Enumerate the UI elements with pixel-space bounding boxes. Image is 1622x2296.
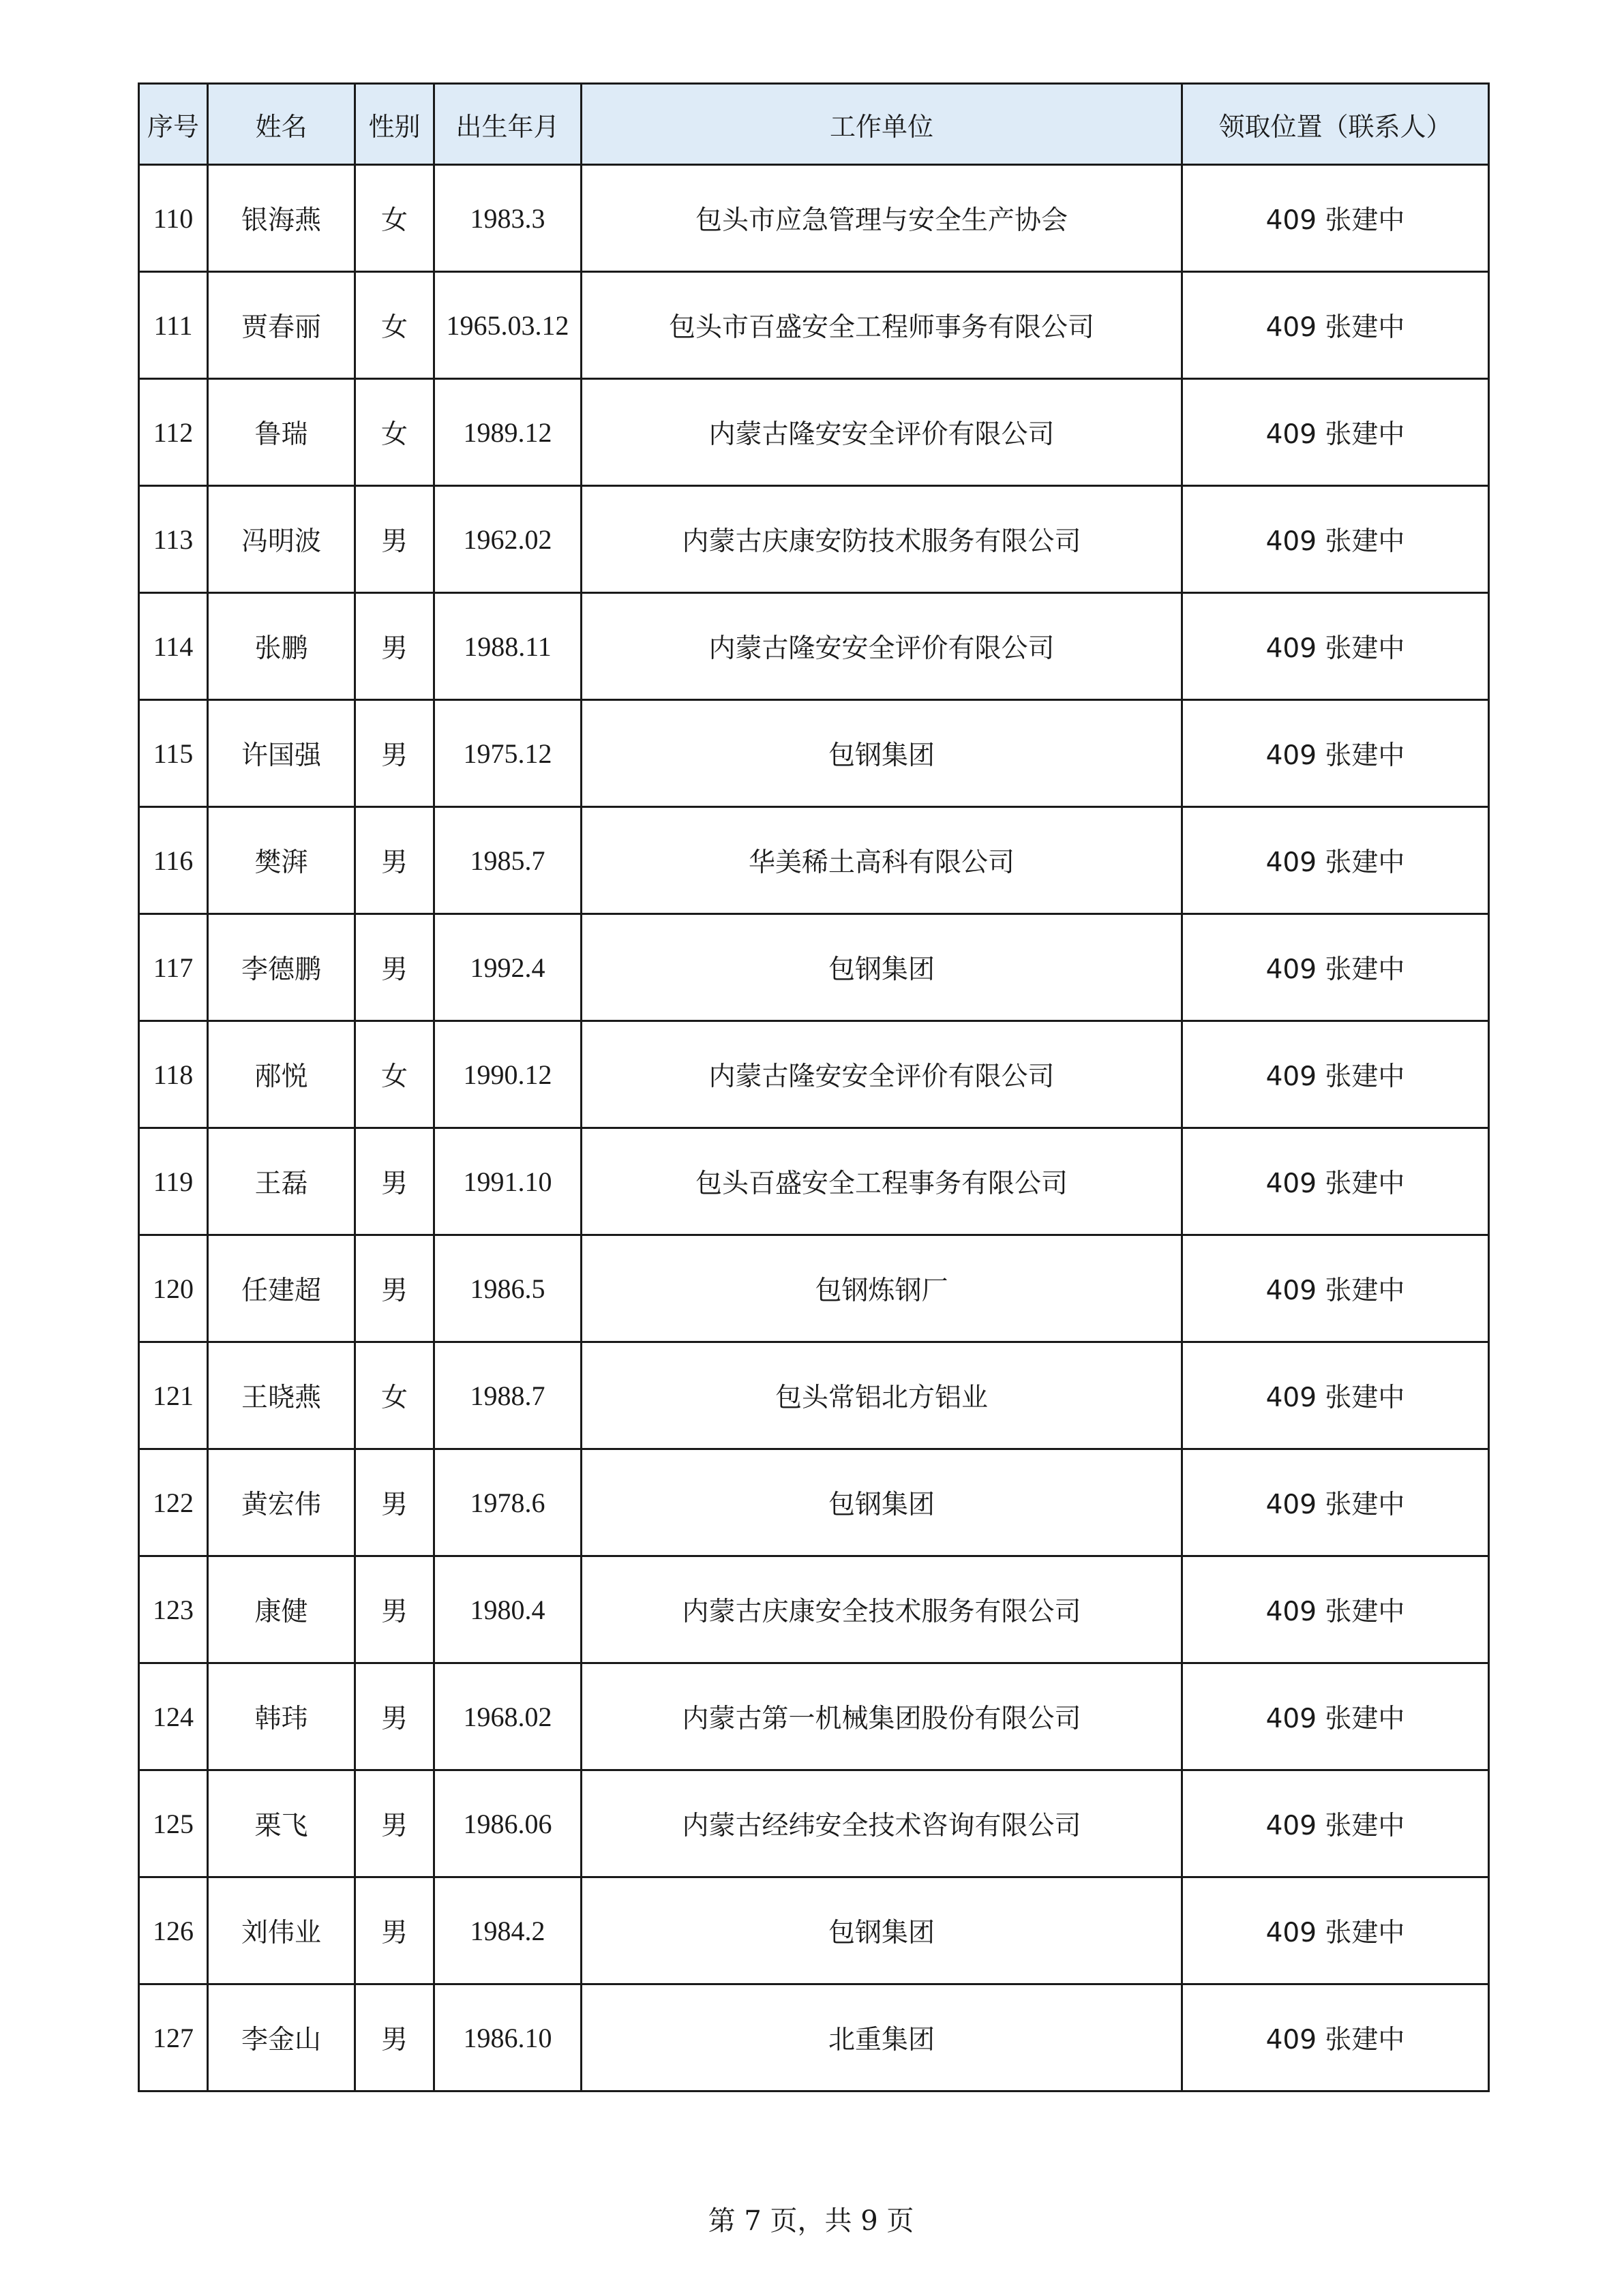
cell-birth: 1986.10 bbox=[434, 1984, 582, 2091]
cell-seq: 119 bbox=[139, 1128, 208, 1235]
cell-birth: 1990.12 bbox=[434, 1021, 582, 1128]
cell-seq: 125 bbox=[139, 1770, 208, 1877]
cell-birth: 1988.11 bbox=[434, 593, 582, 700]
cell-pickup: 409 张建中 bbox=[1182, 807, 1489, 914]
cell-pickup: 409 张建中 bbox=[1182, 1984, 1489, 2091]
table-row bbox=[139, 1128, 1489, 1235]
table-row bbox=[139, 914, 1489, 1021]
table-row bbox=[139, 1984, 1489, 2091]
cell-birth: 1978.6 bbox=[434, 1449, 582, 1556]
cell-pickup: 409 张建中 bbox=[1182, 272, 1489, 379]
cell-name: 韩玮 bbox=[208, 1663, 355, 1770]
cell-gender: 男 bbox=[355, 807, 434, 914]
cell-birth: 1992.4 bbox=[434, 914, 582, 1021]
cell-seq: 126 bbox=[139, 1877, 208, 1984]
header-row bbox=[139, 84, 1489, 165]
cell-seq: 111 bbox=[139, 272, 208, 379]
cell-seq: 127 bbox=[139, 1984, 208, 2091]
cell-unit: 包钢炼钢厂 bbox=[582, 1235, 1182, 1342]
cell-unit: 内蒙古隆安安全评价有限公司 bbox=[582, 593, 1182, 700]
cell-pickup: 409 张建中 bbox=[1182, 1770, 1489, 1877]
cell-seq: 114 bbox=[139, 593, 208, 700]
cell-seq: 123 bbox=[139, 1556, 208, 1663]
cell-name: 冯明波 bbox=[208, 486, 355, 593]
table-row bbox=[139, 1556, 1489, 1663]
cell-birth: 1991.10 bbox=[434, 1128, 582, 1235]
cell-name: 王磊 bbox=[208, 1128, 355, 1235]
table-row bbox=[139, 272, 1489, 379]
cell-name: 许国强 bbox=[208, 700, 355, 807]
cell-name: 李德鹏 bbox=[208, 914, 355, 1021]
table-row bbox=[139, 700, 1489, 807]
cell-gender: 男 bbox=[355, 1984, 434, 2091]
cell-seq: 110 bbox=[139, 165, 208, 272]
cell-gender: 男 bbox=[355, 1449, 434, 1556]
cell-gender: 男 bbox=[355, 486, 434, 593]
cell-gender: 男 bbox=[355, 1877, 434, 1984]
table-row bbox=[139, 379, 1489, 486]
cell-seq: 112 bbox=[139, 379, 208, 486]
table-row bbox=[139, 1663, 1489, 1770]
table-row bbox=[139, 1021, 1489, 1128]
cell-seq: 115 bbox=[139, 700, 208, 807]
cell-pickup: 409 张建中 bbox=[1182, 379, 1489, 486]
cell-unit: 包头市百盛安全工程师事务有限公司 bbox=[582, 272, 1182, 379]
cell-unit: 包头百盛安全工程事务有限公司 bbox=[582, 1128, 1182, 1235]
cell-name: 任建超 bbox=[208, 1235, 355, 1342]
cell-name: 张鹏 bbox=[208, 593, 355, 700]
cell-birth: 1985.7 bbox=[434, 807, 582, 914]
table-row bbox=[139, 1877, 1489, 1984]
cell-unit: 北重集团 bbox=[582, 1984, 1182, 2091]
table-row bbox=[139, 165, 1489, 272]
cell-name: 邴悦 bbox=[208, 1021, 355, 1128]
cell-pickup: 409 张建中 bbox=[1182, 700, 1489, 807]
cell-birth: 1989.12 bbox=[434, 379, 582, 486]
cell-unit: 包钢集团 bbox=[582, 914, 1182, 1021]
cell-name: 鲁瑞 bbox=[208, 379, 355, 486]
cell-unit: 包头常铝北方铝业 bbox=[582, 1342, 1182, 1449]
header-name: 姓名 bbox=[208, 84, 355, 165]
cell-name: 银海燕 bbox=[208, 165, 355, 272]
cell-seq: 117 bbox=[139, 914, 208, 1021]
cell-seq: 121 bbox=[139, 1342, 208, 1449]
header-seq: 序号 bbox=[139, 84, 208, 165]
cell-seq: 118 bbox=[139, 1021, 208, 1128]
cell-name: 樊湃 bbox=[208, 807, 355, 914]
cell-unit: 包钢集团 bbox=[582, 700, 1182, 807]
cell-birth: 1962.02 bbox=[434, 486, 582, 593]
cell-gender: 女 bbox=[355, 379, 434, 486]
cell-name: 贾春丽 bbox=[208, 272, 355, 379]
cell-birth: 1968.02 bbox=[434, 1663, 582, 1770]
cell-birth: 1980.4 bbox=[434, 1556, 582, 1663]
cell-pickup: 409 张建中 bbox=[1182, 1556, 1489, 1663]
header-pickup: 领取位置（联系人） bbox=[1182, 84, 1489, 165]
cell-seq: 120 bbox=[139, 1235, 208, 1342]
cell-pickup: 409 张建中 bbox=[1182, 1877, 1489, 1984]
header-unit: 工作单位 bbox=[582, 84, 1182, 165]
cell-pickup: 409 张建中 bbox=[1182, 593, 1489, 700]
cell-unit: 包头市应急管理与安全生产协会 bbox=[582, 165, 1182, 272]
cell-name: 李金山 bbox=[208, 1984, 355, 2091]
cell-birth: 1983.3 bbox=[434, 165, 582, 272]
cell-pickup: 409 张建中 bbox=[1182, 1449, 1489, 1556]
cell-gender: 男 bbox=[355, 700, 434, 807]
cell-gender: 男 bbox=[355, 914, 434, 1021]
table-row bbox=[139, 1770, 1489, 1877]
header-birth: 出生年月 bbox=[434, 84, 582, 165]
cell-pickup: 409 张建中 bbox=[1182, 486, 1489, 593]
cell-gender: 男 bbox=[355, 1770, 434, 1877]
cell-unit: 内蒙古庆康安全技术服务有限公司 bbox=[582, 1556, 1182, 1663]
cell-birth: 1965.03.12 bbox=[434, 272, 582, 379]
cell-pickup: 409 张建中 bbox=[1182, 1663, 1489, 1770]
table-row bbox=[139, 1235, 1489, 1342]
cell-gender: 男 bbox=[355, 593, 434, 700]
cell-unit: 内蒙古隆安安全评价有限公司 bbox=[582, 379, 1182, 486]
cell-seq: 122 bbox=[139, 1449, 208, 1556]
cell-gender: 男 bbox=[355, 1128, 434, 1235]
cell-gender: 男 bbox=[355, 1235, 434, 1342]
cell-name: 王晓燕 bbox=[208, 1342, 355, 1449]
cell-birth: 1975.12 bbox=[434, 700, 582, 807]
cell-unit: 内蒙古第一机械集团股份有限公司 bbox=[582, 1663, 1182, 1770]
cell-unit: 华美稀土高科有限公司 bbox=[582, 807, 1182, 914]
table-row bbox=[139, 807, 1489, 914]
cell-birth: 1986.5 bbox=[434, 1235, 582, 1342]
cell-seq: 124 bbox=[139, 1663, 208, 1770]
table-row bbox=[139, 486, 1489, 593]
cell-seq: 113 bbox=[139, 486, 208, 593]
table-header bbox=[139, 84, 1489, 165]
cell-pickup: 409 张建中 bbox=[1182, 1021, 1489, 1128]
table-row bbox=[139, 1342, 1489, 1449]
cell-birth: 1986.06 bbox=[434, 1770, 582, 1877]
cell-gender: 女 bbox=[355, 1342, 434, 1449]
cell-unit: 包钢集团 bbox=[582, 1877, 1182, 1984]
cell-gender: 女 bbox=[355, 1021, 434, 1128]
cell-pickup: 409 张建中 bbox=[1182, 165, 1489, 272]
cell-gender: 男 bbox=[355, 1663, 434, 1770]
cell-unit: 内蒙古庆康安防技术服务有限公司 bbox=[582, 486, 1182, 593]
cell-gender: 女 bbox=[355, 272, 434, 379]
page-footer: 第 7 页，共 9 页 bbox=[708, 2205, 914, 2237]
cell-gender: 女 bbox=[355, 165, 434, 272]
cell-pickup: 409 张建中 bbox=[1182, 1235, 1489, 1342]
table-row bbox=[139, 1449, 1489, 1556]
cell-gender: 男 bbox=[355, 1556, 434, 1663]
cell-pickup: 409 张建中 bbox=[1182, 1342, 1489, 1449]
cell-unit: 内蒙古经纬安全技术咨询有限公司 bbox=[582, 1770, 1182, 1877]
header-gender: 性别 bbox=[355, 84, 434, 165]
roster-table bbox=[138, 82, 1490, 2092]
cell-unit: 内蒙古隆安安全评价有限公司 bbox=[582, 1021, 1182, 1128]
table-body bbox=[139, 165, 1489, 2091]
cell-name: 刘伟业 bbox=[208, 1877, 355, 1984]
cell-pickup: 409 张建中 bbox=[1182, 1128, 1489, 1235]
cell-birth: 1988.7 bbox=[434, 1342, 582, 1449]
cell-seq: 116 bbox=[139, 807, 208, 914]
table-row bbox=[139, 593, 1489, 700]
cell-birth: 1984.2 bbox=[434, 1877, 582, 1984]
cell-name: 康健 bbox=[208, 1556, 355, 1663]
cell-unit: 包钢集团 bbox=[582, 1449, 1182, 1556]
cell-name: 栗飞 bbox=[208, 1770, 355, 1877]
cell-name: 黄宏伟 bbox=[208, 1449, 355, 1556]
cell-pickup: 409 张建中 bbox=[1182, 914, 1489, 1021]
